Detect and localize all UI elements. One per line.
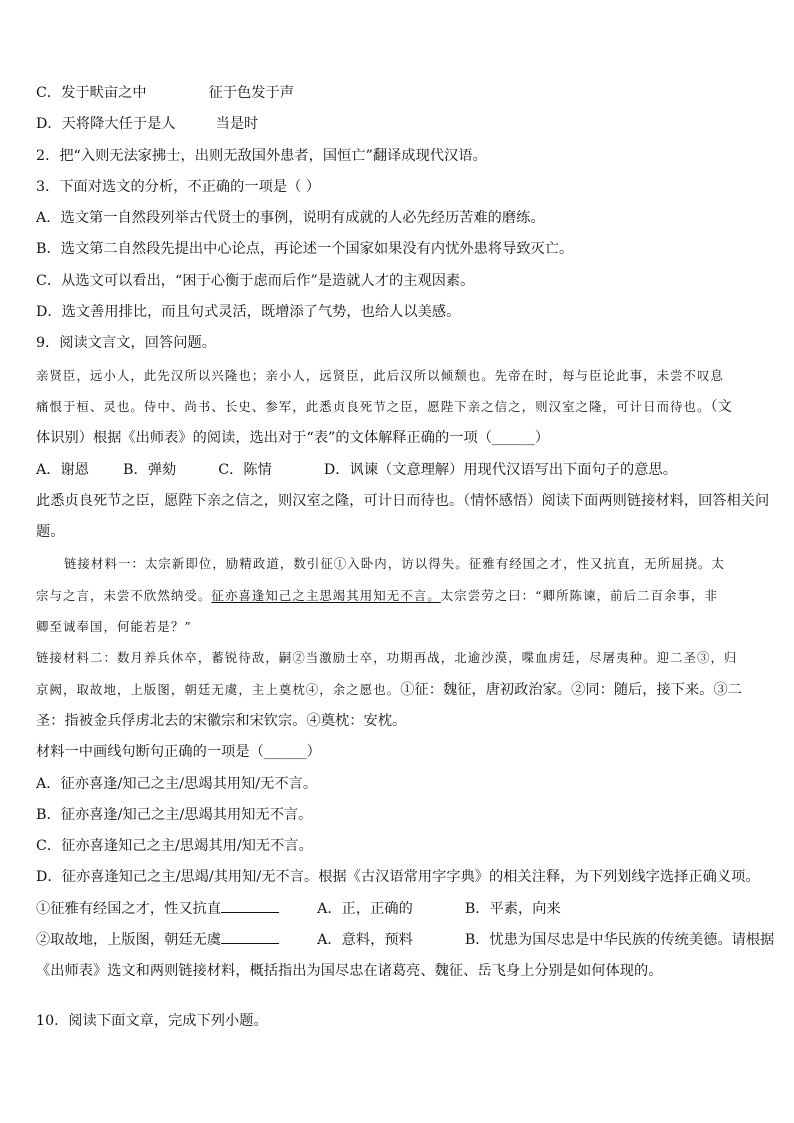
notes-cont: 圣：指被金兵俘虏北去的宋徽宗和宋钦宗。④奠枕：安枕。 [36,712,407,729]
material-1-text-end: 太宗尝劳之曰：“卿所陈谏，前后二百余事，非 [440,587,718,603]
option-d-text: D．天将降大任于是人 [36,116,176,133]
material-1-text: 宗与之言，未尝不欣然纳受。 [36,587,212,603]
option-c-text: C．发于畎亩之中 [36,85,147,101]
q9-sub-3-option-b: B．征亦喜逢/知己之主/思竭其用知无不言。 [36,806,313,823]
q9-sub-4: 《出师表》选文和两则链接材料，概括指出为国尽忠在诸葛亮、魏征、岳飞身上分别是如何体现的。 [36,963,663,980]
classical-passage-line-2 [36,391,758,423]
q9-sub-2: 此悉贞良死节之臣，愿陛下亲之信之，则汉室之隆，可计日而待也。（情怀感悟）阅读下面两则链接材料，回答相关问 [36,492,770,509]
vocab-2-option-b: B．忧患为国尽忠是中华民族的传统美德。请根据 [464,932,775,949]
choice-b: B．弹劾 [123,461,177,478]
choice-c: C．陈情 [218,461,272,478]
q3-option-d: D．选文善用排比，而且句式灵活，既增添了气势，也给人以美感。 [36,304,461,321]
q9-sub-2-cont: 题。 [36,524,65,541]
question-3: 3．下面对选文的分析，不正确的一项是（ ） [36,178,321,195]
page-content [36,78,775,1037]
question-2: 2．把“入则无法家拂士，出则无敌国外患者，国恒亡”翻译成现代汉语。 [36,147,487,164]
vocab-1-option-b: B．平素，向来 [464,900,561,917]
q9-sub-3-option-c: C．征亦喜逢知己之主/思竭其用/知无不言。 [36,838,313,855]
choice-a: A．谢恩 [36,461,90,478]
vocab-1-option-a: A．正，正确的 [317,900,413,917]
vocab-1-sentence: ①征雅有经国之才，性又抗直 [36,900,222,917]
vocab-item-1 [36,894,758,925]
q9-sub-3-option-a: A．征亦喜逢/知己之主/思竭其用知/无不言。 [36,775,318,792]
classical-passage-text: 痛恨于桓、灵也。侍中、尚书、长史、参军，此悉贞良死节之臣，愿陛下亲之信之，则汉室之隆，可计日而待也。 [36,398,711,414]
underlined-sentence: 征亦喜逢知己之主思竭其用知无不言。 [211,587,441,603]
question-9: 9．阅读文言文，回答问题。 [36,335,216,352]
answer-blank-2[interactable] [221,929,279,944]
q9-sub-1-options [36,455,758,486]
q9-sub-3: 材料一中画线句断句正确的一项是（______） [36,744,321,761]
material-2-text: 京阙，取故地，上版图，朝廷无虞，主上奠枕④，余之愿也。 [36,681,401,697]
link-material-1-line-3: 卿至诚奉国，何能若是？” [36,619,192,635]
q3-option-a: A．选文第一自然段列举古代贤士的事例，说明有成就的人必先经历苦难的磨练。 [36,210,545,227]
option-c-line [36,78,758,109]
option-d-line [36,109,758,140]
option-d-second: 当是时 [215,116,259,133]
link-material-2-line-1: 链接材料二：数月养兵休卒，蓄锐待敌，嗣②当激励士卒，功期再战，北逾沙漠，喋血虏廷，尽屠夷种。迎二圣③，归 [36,650,738,666]
link-material-1-line-1: 链接材料一：太宗新即位，励精政道，数引征①入卧内，访以得失。征雅有经国之才，性又抗直，无所屈挠。太 [64,556,726,572]
notes-text: ①征：魏征，唐初政治家。②同：随后，接下来。③二 [400,681,742,698]
vocab-2-sentence: ②取故地，上版图，朝廷无虞 [36,932,222,949]
choice-d: D．讽谏（文意理解）用现代汉语写出下面句子的意思。 [323,461,677,478]
link-material-1-line-2 [36,580,758,611]
vocab-item-2 [36,925,775,956]
vocab-2-option-a: A．意料，预料 [317,932,413,949]
q9-sub-1: 体识别）根据《出师表》的阅读，选出对于“表”的文体解释正确的一项（______） [36,430,550,447]
q9-sub-3-option-d: D．征亦喜逢知己之主/思竭/其用知/无不言。根据《古汉语常用字字典》的相关注释，为下列划线字选择正确义项。 [36,869,760,886]
option-c-second: 征于色发于声 [208,85,295,101]
passage-tail: （文 [710,398,732,415]
q3-option-c: C．从选文可以看出，“困于心衡于虑而后作”是造就人才的主观因素。 [36,272,475,289]
link-material-2-line-2 [36,674,758,706]
classical-passage-line-1: 亲贤臣，远小人，此先汉所以兴隆也；亲小人，远贤臣，此后汉所以倾颓也。先帝在时，每与臣论此事，未尝不叹息 [36,367,725,383]
q3-option-b: B．选文第二自然段先提出中心论点，再论述一个国家如果没有内忧外患将导致灭亡。 [36,241,574,258]
question-10: 10．阅读下面文章，完成下列小题。 [36,1012,268,1029]
answer-blank-1[interactable] [221,898,279,913]
spacer [36,988,758,1006]
